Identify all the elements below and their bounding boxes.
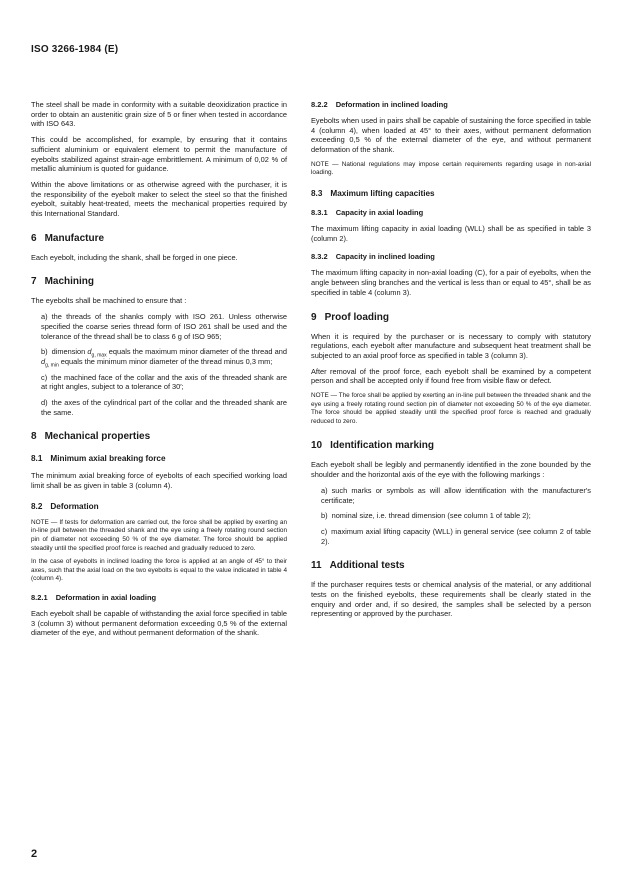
section-heading-11: 11 Additional tests <box>311 560 405 572</box>
paragraph: The maximum lifting capacity in axial loading (WLL) shall be as specified in table 3 (column 2). <box>311 224 591 243</box>
section-heading-8-2-1: 8.2.1 Deformation in axial loading <box>31 593 157 603</box>
list-item: a) such marks or symbols as will allow identification with the manufacturer's certificate; <box>321 485 591 505</box>
note: In the case of eyebolts in inclined loading the force is applied at an angle of 45° to their axes, such that the axial load on the two eyebolts is equal to the value indicated in table 4 (column 4). <box>31 558 287 583</box>
page-number: 2 <box>31 848 38 860</box>
list-item: a) the threads of the shanks comply with ISO 261. Unless otherwise specified the coarse series thread form of ISO 261 shall be used and the tolerance of the thread shall be to class 6 g of ISO 965; <box>41 312 287 341</box>
list-item: b) dimension $d_{g, max}$ equals the maximum minor diameter of the thread and $d_{g, min}$ equals the minimum minor diameter of the thread minus 0,3 mm; <box>41 347 287 369</box>
section-heading-8-3: 8.3 Maximum lifting capacities <box>311 189 435 198</box>
document-header: ISO 3266-1984 (E) <box>31 44 119 55</box>
paragraph: Eyebolts when used in pairs shall be capable of sustaining the force specified in table 4 (column 4), when loaded at 45° to their axes, without permanent deformation exceeding 0,5 % of the external diameter of the eye, and without permanent deformation of the shank. <box>311 116 591 155</box>
paragraph: Each eyebolt shall be legibly and permanently identified in the zone bounded by the shoulder and the horizontal axis of the eye with the following markings : <box>311 460 591 480</box>
list-item: d) the axes of the cylindrical part of the collar and the threaded shank are the same. <box>41 398 287 417</box>
right-column <box>311 100 591 625</box>
paragraph: If the purchaser requires tests or chemical analysis of the material, or any additional tests on the finished eyebolts, these requirements shall be clearly stated in the enquiry and order and, if so desired, the samples shall be selected by a person representing or approved by the purchaser. <box>311 580 591 619</box>
paragraph: When it is required by the purchaser or is necessary to comply with statutory regulations, each eyebolt after manufacture and subsequent heat treatment shall be subjected to an axial proof force as specified in table 3 (column 3). <box>311 331 591 360</box>
section-heading-9: 9 Proof loading <box>311 311 390 323</box>
paragraph: The steel shall be made in conformity with a suitable deoxidization practice in order to obtain an austenitic grain size of 5 or finer when tested in accordance with ISO 643. <box>31 100 287 129</box>
section-heading-7: 7 Machining <box>31 276 95 288</box>
list-item: c) maximum axial lifting capacity (WLL) in general service (see column 2 of table 2). <box>321 526 591 546</box>
section-heading-8: 8 Mechanical properties <box>31 431 151 443</box>
section-heading-8-3-2: 8.3.2 Capacity in inclined loading <box>311 252 435 262</box>
note: NOTE — If tests for deformation are carried out, the force shall be applied by exerting an in-line pull between the threaded shank and the eye using a freely rotating round section pin of diameter not exceeding 50 % of the eye diameter. The force should be applied steadily until the specified proof force is reached and gradually reduced to zero. <box>31 518 287 552</box>
section-heading-8-1: 8.1 Minimum axial breaking force <box>31 454 166 464</box>
left-column <box>31 100 287 644</box>
section-heading-10: 10 Identification marking <box>311 440 435 452</box>
paragraph: Within the above limitations or as otherwise agreed with the purchaser, it is the responsibility of the eyebolt maker to select the steel so that the finished eyebolt, suitably heat-treated, meets the mechanical properties required by this International Standard. <box>31 179 287 219</box>
paragraph: Each eyebolt, including the shank, shall be forged in one piece. <box>31 252 238 262</box>
paragraph: Each eyebolt shall be capable of withstanding the axial force specified in table 3 (column 3) without permanent deformation exceeding 0,5 % of the external diameter of the eye, and without permanent deformation of the shank. <box>31 609 287 638</box>
section-heading-8-2: 8.2 Deformation <box>31 501 99 511</box>
section-heading-8-3-1: 8.3.1 Capacity in axial loading <box>311 208 424 217</box>
paragraph: The minimum axial breaking force of eyebolts of each specified working load limit shall be as given in table 3 (column 4). <box>31 471 287 491</box>
list-item: c) the machined face of the collar and the axis of the threaded shank are at right angles, subject to a tolerance of 30′; <box>41 372 287 392</box>
paragraph: The eyebolts shall be machined to ensure that : <box>31 296 187 306</box>
paragraph: After removal of the proof force, each eyebolt shall be examined by a competent person and shall be accepted only if found free from visible flaw or defect. <box>311 366 591 386</box>
paragraph: This could be accomplished, for example, by ensuring that it contains sufficient aluminium or equivalent element to permit the manufacture of eyebolts stabilized against strain-age embrittlement. A minimum of 0,02 % of metallic aluminium is quoted for guidance. <box>31 135 287 174</box>
note: NOTE — The force shall be applied by exerting an in-line pull between the threaded shank and the eye using a freely rotating round section pin of diameter not exceeding 50 % of the eye diameter. The force should be applied steadily until the specified proof force is reached and gradually reduced to zero. <box>311 392 591 425</box>
note: NOTE — National regulations may impose certain requirements regarding usage in non-axial loading. <box>311 160 591 177</box>
list-item: b) nominal size, i.e. thread dimension (see column 1 of table 2); <box>321 511 531 521</box>
section-heading-6: 6 Manufacture <box>31 232 105 244</box>
paragraph: The maximum lifting capacity in non-axial loading (C), for a pair of eyebolts, when the angle between sling branches and the vertical is less than or equal to 45°, shall be as specified in table 4 (column 3). <box>311 268 591 297</box>
section-heading-8-2-2: 8.2.2 Deformation in inclined loading <box>311 100 448 109</box>
